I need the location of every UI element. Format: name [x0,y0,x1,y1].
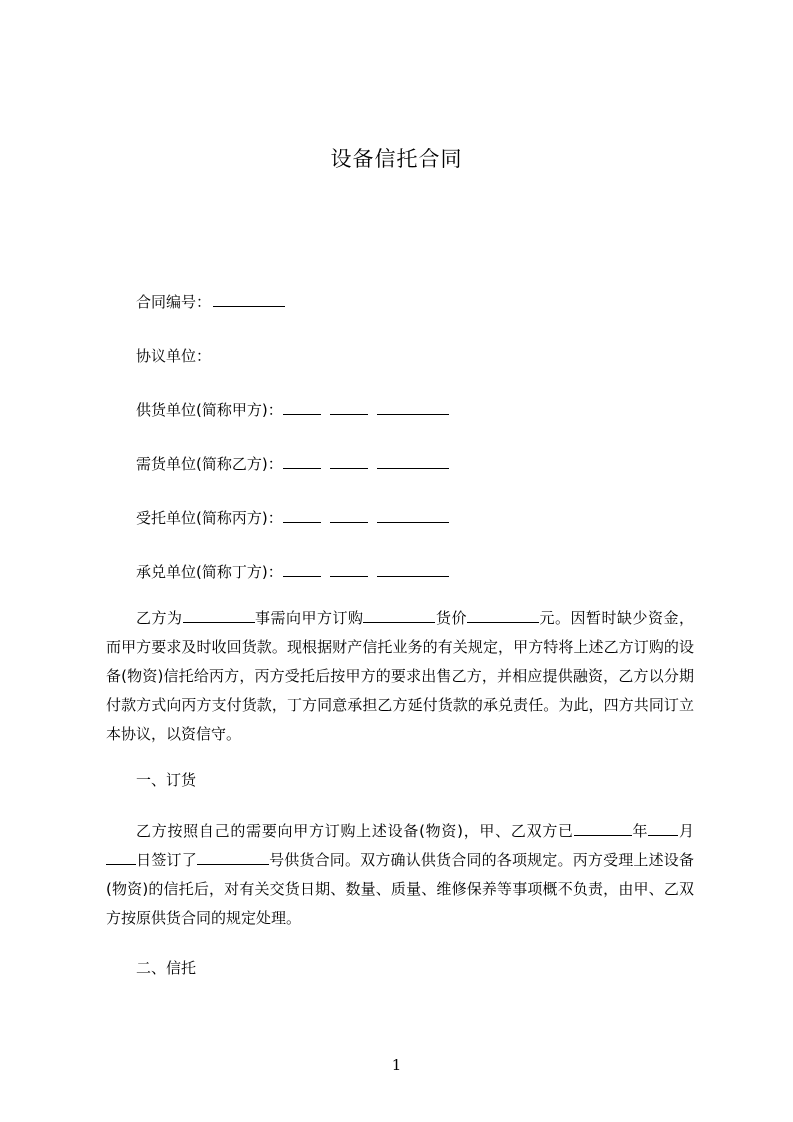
buyer-blank-3[interactable] [377,454,449,469]
trustee-label: 受托单位(简称丙方)： [136,509,283,527]
agreement-parties-line [136,346,211,366]
trustee-blank-2[interactable] [330,508,368,523]
acceptor-blank-2[interactable] [330,562,368,577]
trustee-line [136,508,449,528]
buyer-line [136,454,449,474]
contract-number-line [136,292,285,312]
section-2-heading: 二、信托 [136,959,197,977]
contract-number-blank[interactable] [213,292,285,307]
section-1-paragraph [106,817,694,933]
section-1-text-4: 日签订了 [136,851,197,869]
section-1-text-5: 号供货合同。双方确认供货合同的各项规定。丙方受理上述设备(物资)的信托后，对有关交货日期、数量、质量、维修保养等事项概不负责，由甲、乙双方按原供货合同的规定处理。 [106,851,694,927]
supplier-label: 供货单位(简称甲方)： [136,401,283,419]
acceptor-label: 承兑单位(简称丁方)： [136,563,283,581]
supplier-line [136,400,449,420]
section-1-blank-day[interactable] [106,850,136,865]
acceptor-blank-3[interactable] [377,562,449,577]
intro-blank-project[interactable] [183,608,255,623]
trustee-blank-3[interactable] [377,508,449,523]
trustee-blank-1[interactable] [283,508,321,523]
intro-text-2: 事需向甲方订购 [254,609,364,627]
acceptor-line [136,562,449,582]
acceptor-blank-1[interactable] [283,562,321,577]
section-1-heading: 一、订货 [136,771,197,789]
intro-text-1: 乙方为 [136,609,183,627]
intro-blank-goods[interactable] [363,608,435,623]
supplier-blank-2[interactable] [330,400,368,415]
section-1-text-2: 年 [631,822,649,840]
document-title: 设备信托合同 [330,147,463,171]
section-1-text-3: 月 [678,822,694,840]
section-1-blank-month-a[interactable] [648,821,678,836]
supplier-blank-1[interactable] [283,400,321,415]
intro-text-3: 货价 [435,609,467,627]
section-1-blank-contract-no[interactable] [197,850,269,865]
section-1-blank-year[interactable] [574,821,632,836]
buyer-blank-2[interactable] [330,454,368,469]
intro-paragraph [106,604,694,749]
agreement-parties-label: 协议单位： [136,347,212,365]
buyer-blank-1[interactable] [283,454,321,469]
contract-number-label: 合同编号： [136,293,212,311]
page-number: 1 [391,1056,402,1074]
buyer-label: 需货单位(简称乙方)： [136,455,283,473]
intro-blank-price[interactable] [467,608,539,623]
section-1-text-1: 乙方按照自己的需要向甲方订购上述设备(物资)，甲、乙双方已 [136,822,574,840]
intro-text-4: 元。因暂时缺少资金，而甲方要求及时收回货款。现根据财产信托业务的有关规定，甲方特将上述乙方订购的设备(物资)信托给丙方，丙方受托后按甲方的要求出售乙方，并相应提供融资，乙方以分期付款方式向丙方支付货款，丁方同意承担乙方延付货款的承兑责任。为此，四方共同订立本协议，以资信守。 [106,609,694,743]
supplier-blank-3[interactable] [377,400,449,415]
